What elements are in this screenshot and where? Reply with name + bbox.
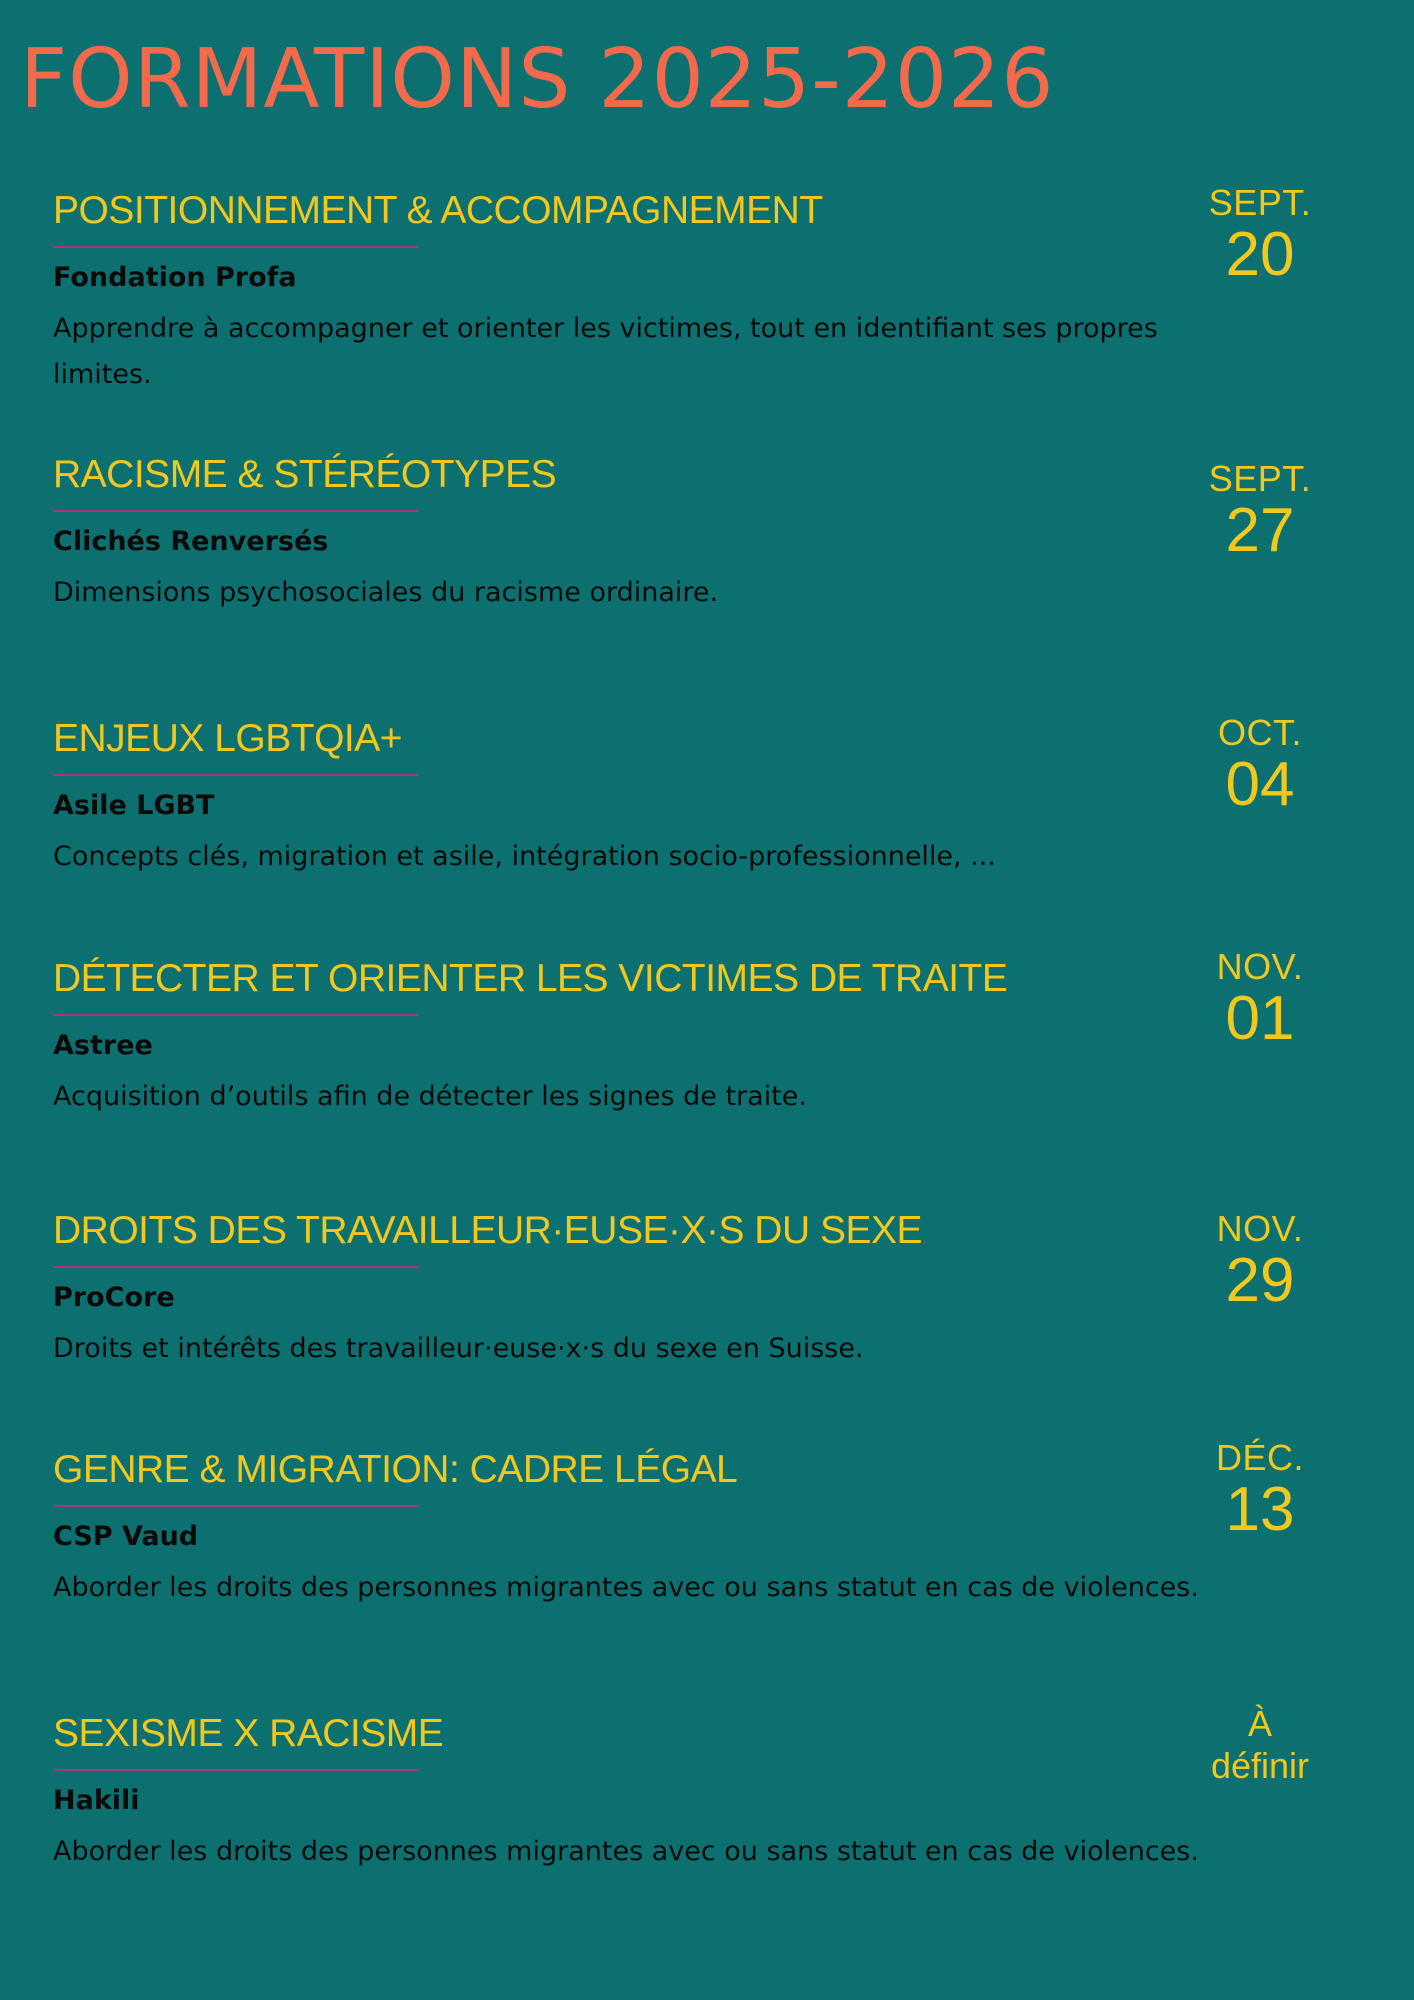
course-title: SEXISME X RACISME [53, 1712, 444, 1755]
course-title: DROITS DES TRAVAILLEUR·EUSE·X·S DU SEXE [53, 1209, 923, 1252]
course-title: ENJEUX LGBTQIA+ [53, 717, 403, 760]
date-month: SEPT. [1208, 458, 1312, 499]
date-month: OCT. [1217, 712, 1302, 753]
divider [53, 1266, 419, 1268]
course-provider: CSP Vaud [53, 1521, 199, 1552]
page-title: FORMATIONS 2025-2026 [20, 32, 1055, 127]
date-month: DÉC. [1215, 1437, 1304, 1478]
course-date [1180, 947, 1340, 1051]
date-day: 27 [1225, 496, 1295, 565]
course-description: Aborder les droits des personnes migrantes avec ou sans statut en cas de violences. [53, 1572, 1199, 1603]
course-item [53, 946, 1373, 1120]
course-title: DÉTECTER ET ORIENTER LES VICTIMES DE TRAITE [53, 957, 1008, 1000]
course-provider: Asile LGBT [53, 790, 215, 821]
course-provider: Hakili [53, 1785, 140, 1816]
course-item [53, 1207, 1373, 1372]
course-date [1180, 459, 1340, 563]
course-item [53, 712, 1373, 880]
date-day: 13 [1225, 1475, 1295, 1544]
course-item [53, 182, 1373, 398]
course-title: RACISME & STÉRÉOTYPES [53, 453, 557, 496]
course-date [1180, 713, 1340, 817]
course-description: Acquisition d’outils afin de détecter les signes de traite. [53, 1081, 807, 1112]
date-to-be-defined: définir [1210, 1745, 1310, 1786]
course-item [53, 1703, 1373, 1875]
course-description: Dimensions psychosociales du racisme ordinaire. [53, 577, 719, 608]
course-item [53, 1437, 1373, 1611]
course-date [1180, 1438, 1340, 1542]
course-description: Apprendre à accompagner et orienter les victimes, tout en identifiant ses propres limites. [53, 313, 1158, 390]
course-title: GENRE & MIGRATION: CADRE LÉGAL [53, 1448, 738, 1491]
course-description: Aborder les droits des personnes migrantes avec ou sans statut en cas de violences. [53, 1836, 1199, 1867]
date-day: 04 [1225, 750, 1295, 819]
course-date [1180, 1702, 1340, 1786]
course-description: Droits et intérêts des travailleur·euse·x·s du sexe en Suisse. [53, 1333, 864, 1364]
course-provider: Clichés Renversés [53, 526, 329, 557]
date-day: 29 [1225, 1246, 1295, 1315]
course-provider: Fondation Profa [53, 262, 297, 293]
course-item [53, 451, 1373, 616]
course-date [1180, 1209, 1340, 1313]
divider [53, 1014, 419, 1016]
date-month: NOV. [1216, 946, 1304, 987]
course-date [1180, 183, 1340, 287]
divider [53, 774, 419, 776]
divider [53, 1769, 419, 1771]
course-title: POSITIONNEMENT & ACCOMPAGNEMENT [53, 189, 823, 232]
course-provider: Astree [53, 1030, 153, 1061]
date-day: 01 [1225, 984, 1295, 1053]
date-day: 20 [1225, 220, 1295, 289]
date-month: SEPT. [1208, 182, 1312, 223]
divider [53, 510, 419, 512]
course-description: Concepts clés, migration et asile, intégration socio-professionnelle, ... [53, 841, 996, 872]
course-provider: ProCore [53, 1282, 175, 1313]
divider [53, 246, 419, 248]
divider [53, 1505, 419, 1507]
date-to-be-defined: À [1247, 1703, 1272, 1744]
date-month: NOV. [1216, 1208, 1304, 1249]
